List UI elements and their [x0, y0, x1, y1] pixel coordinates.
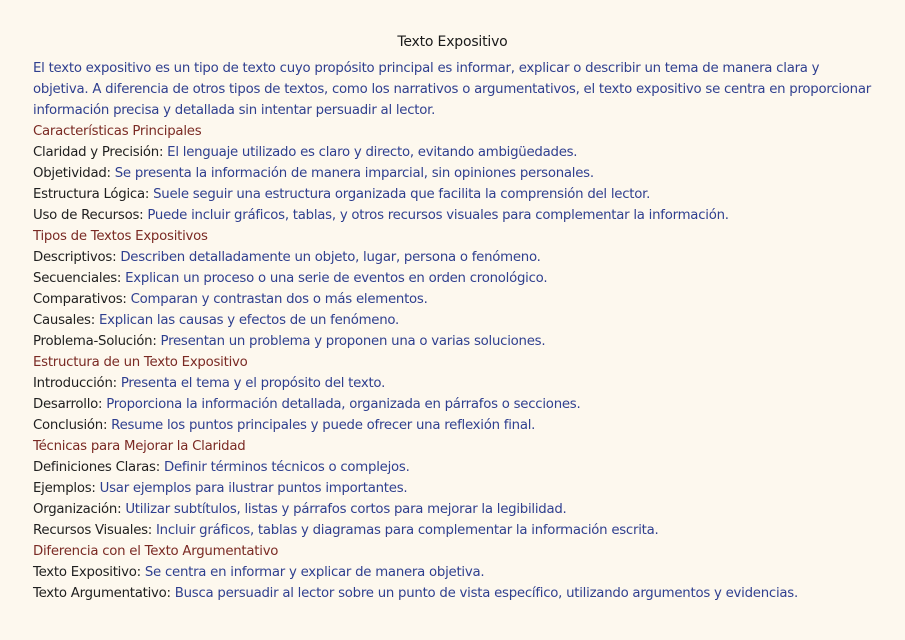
document-title: Texto Expositivo [397, 34, 508, 50]
item-term: Texto Expositivo: [33, 565, 141, 580]
item-description: Proporciona la información detallada, organizada en párrafos o secciones. [102, 397, 581, 412]
item-description: Describen detalladamente un objeto, lugar, persona o fenómeno. [116, 250, 541, 265]
item-term: Recursos Visuales: [33, 523, 153, 538]
item-term: Descriptivos: [33, 250, 117, 265]
section-heading: Características Principales [33, 124, 202, 139]
list-item [33, 583, 872, 604]
item-description: Se centra en informar y explicar de manera objetiva. [140, 565, 485, 580]
list-item [33, 205, 872, 226]
item-description: El lenguaje utilizado es claro y directo, evitando ambigüedades. [163, 145, 578, 160]
list-item [33, 415, 872, 436]
item-description: Puede incluir gráficos, tablas, y otros recursos visuales para complementar la información. [143, 208, 729, 223]
section-tipos [33, 226, 872, 352]
item-term: Definiciones Claras: [33, 460, 160, 475]
list-item [33, 142, 872, 163]
item-term: Conclusión: [33, 418, 108, 433]
list-item [33, 457, 872, 478]
item-term: Objetividad: [33, 166, 111, 181]
list-item [33, 499, 872, 520]
list-item [33, 247, 872, 268]
section-heading: Técnicas para Mejorar la Claridad [33, 439, 246, 454]
item-description: Presentan un problema y proponen una o varias soluciones. [156, 334, 546, 349]
list-item [33, 289, 872, 310]
item-term: Desarrollo: [33, 397, 103, 412]
item-term: Problema-Solución: [33, 334, 157, 349]
item-description: Utilizar subtítulos, listas y párrafos cortos para mejorar la legibilidad. [121, 502, 567, 517]
list-item [33, 163, 872, 184]
item-description: Incluir gráficos, tablas y diagramas para complementar la información escrita. [152, 523, 659, 538]
list-item [33, 562, 872, 583]
item-term: Texto Argumentativo: [33, 586, 171, 601]
item-description: Resume los puntos principales y puede ofrecer una reflexión final. [107, 418, 536, 433]
section-heading: Diferencia con el Texto Argumentativo [33, 544, 279, 559]
item-term: Organización: [33, 502, 122, 517]
item-description: Definir términos técnicos o complejos. [159, 460, 410, 475]
section-diferencia [33, 541, 872, 604]
list-item [33, 394, 872, 415]
item-description: Explican un proceso o una serie de eventos en orden cronológico. [121, 271, 548, 286]
item-term: Uso de Recursos: [33, 208, 144, 223]
item-term: Causales: [33, 313, 95, 328]
item-description: Suele seguir una estructura organizada que facilita la comprensión del lector. [149, 187, 651, 202]
item-description: Explican las causas y efectos de un fenómeno. [94, 313, 400, 328]
item-description: Comparan y contrastan dos o más elementos. [126, 292, 428, 307]
section-heading: Tipos de Textos Expositivos [33, 229, 208, 244]
list-item [33, 268, 872, 289]
section-tecnicas [33, 436, 872, 541]
intro-paragraph: El texto expositivo es un tipo de texto cuyo propósito principal es informar, explicar o describir un tema de manera clara y objetiva. A diferencia de otros tipos de textos, como los narrativos o argumentativos, el texto expositivo se centra en proporcionar información precisa y detallada sin intentar persuadir al lector. [33, 61, 871, 118]
item-term: Introducción: [33, 376, 117, 391]
section-estructura [33, 352, 872, 436]
item-description: Se presenta la información de manera imparcial, sin opiniones personales. [110, 166, 594, 181]
item-description: Busca persuadir al lector sobre un punto de vista específico, utilizando argumentos y evidencias. [170, 586, 798, 601]
item-term: Comparativos: [33, 292, 127, 307]
list-item [33, 331, 872, 352]
list-item [33, 310, 872, 331]
section-caracteristicas [33, 121, 872, 226]
list-item [33, 373, 872, 394]
list-item [33, 478, 872, 499]
list-item [33, 184, 872, 205]
item-term: Ejemplos: [33, 481, 96, 496]
list-item [33, 520, 872, 541]
item-term: Secuenciales: [33, 271, 122, 286]
item-description: Usar ejemplos para ilustrar puntos importantes. [95, 481, 408, 496]
section-heading: Estructura de un Texto Expositivo [33, 355, 248, 370]
item-term: Estructura Lógica: [33, 187, 150, 202]
item-description: Presenta el tema y el propósito del texto. [116, 376, 386, 391]
item-term: Claridad y Precisión: [33, 145, 164, 160]
